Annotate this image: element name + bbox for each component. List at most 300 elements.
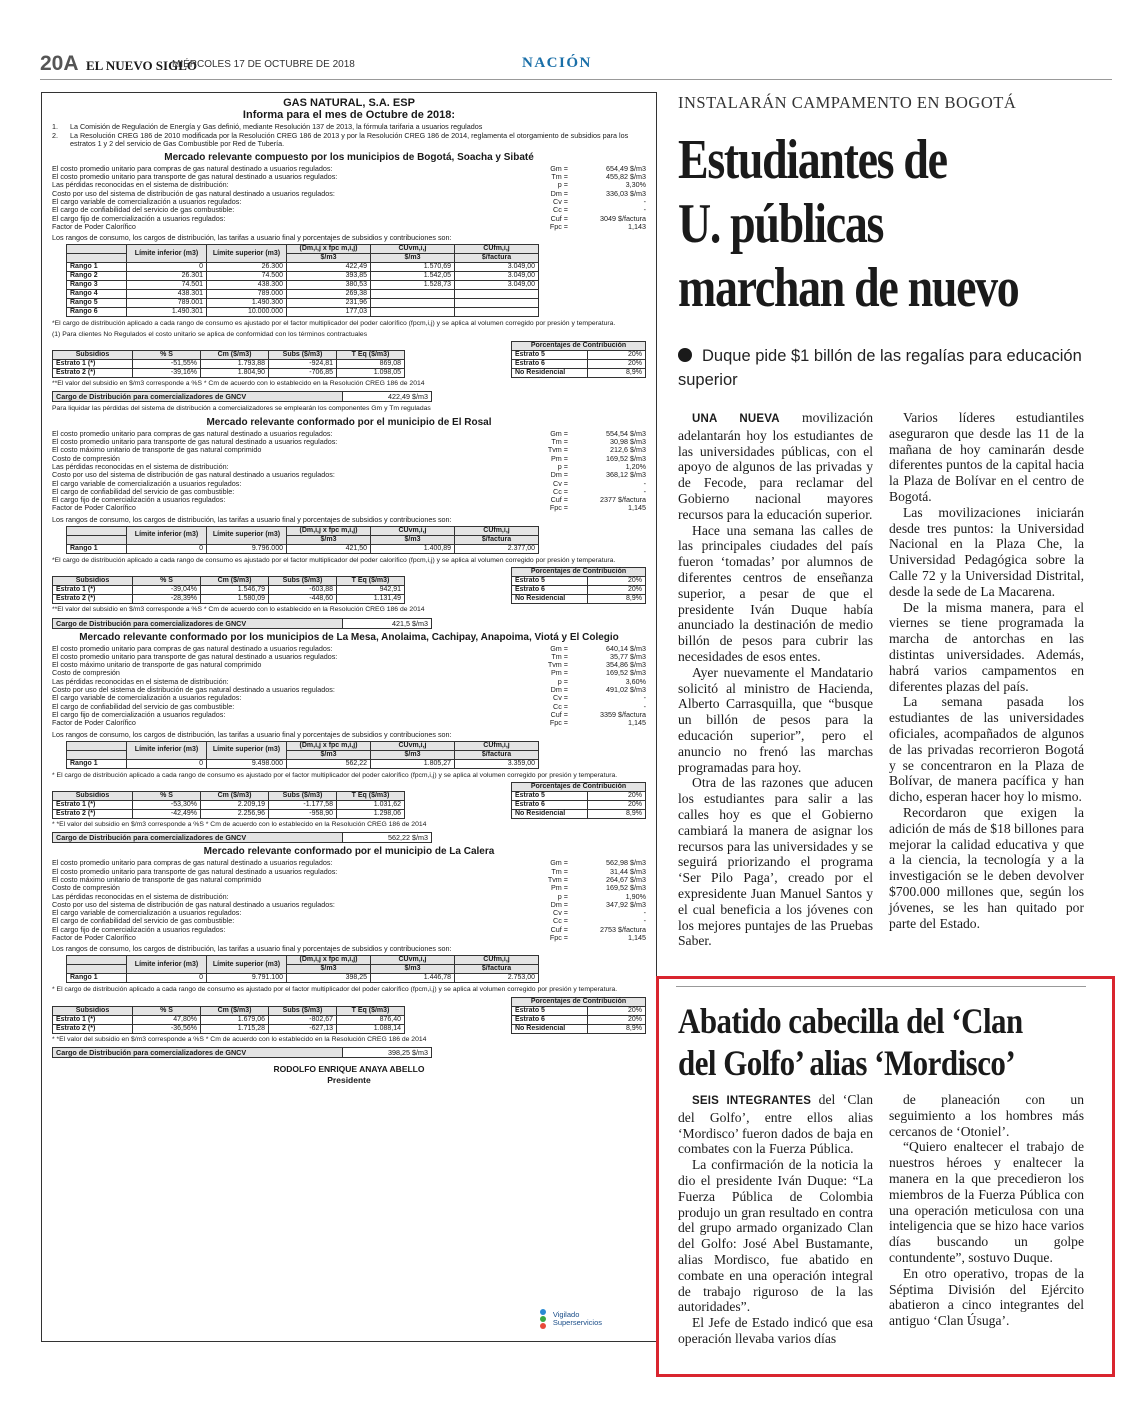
subsidy-cell: Estrato 2 (*)	[53, 809, 133, 818]
article2-column-2	[889, 1092, 1084, 1347]
range-cell: 1.542,05	[371, 272, 455, 281]
signer-role: Presidente	[327, 1075, 371, 1086]
subsidy-header-cell: T Eq ($/m3)	[337, 1006, 405, 1015]
subsidy-cell: 1.131,49	[337, 595, 405, 604]
parameter-symbol: Cuf =	[550, 213, 568, 223]
range-cell: 438.301	[127, 290, 207, 299]
parameter-value: 562,98 $/m3	[606, 858, 646, 868]
ranges-table	[66, 526, 539, 554]
parameter-symbol: Cv =	[553, 478, 568, 488]
parameter-label: Factor de Poder Calorífico	[52, 718, 136, 728]
parameter-symbol: Tm =	[551, 651, 568, 661]
publication-name: EL NUEVO SIGLO	[86, 58, 197, 73]
parameter-symbol: p =	[557, 461, 568, 471]
article1-summary	[678, 344, 1088, 392]
contribution-row	[512, 791, 646, 800]
vigilado-label: Vigilado	[552, 1309, 580, 1319]
parameter-label: Factor de Poder Calorífico	[52, 933, 136, 943]
subsidy-cell: Estrato 2 (*)	[53, 1024, 133, 1033]
gncv-charge-label: Cargo de Distribución para comercializadores de GNCV	[53, 1048, 343, 1057]
subsidy-cell: 1.031,62	[337, 800, 405, 809]
summary-text: Duque pide $1 billón de las regalías para educación superior	[678, 347, 1082, 389]
range-cell	[371, 299, 455, 308]
subsidies-table	[52, 350, 405, 378]
parameter-symbol: Tvm =	[547, 660, 568, 670]
headline-line: Abatido cabecilla del ‘Clan	[678, 1001, 1023, 1041]
range-header-cell: CUfm,i,j	[455, 245, 539, 254]
parameter-symbol: Pm =	[551, 453, 568, 463]
subsidy-cell: -924,81	[269, 359, 337, 368]
article-paragraph: En otro operativo, tropas de la Séptima División del Ejército abatieron a cinco integrantes del antiguo ‘Clan Úsuga’.	[889, 1265, 1084, 1329]
parameter-symbol: Cv =	[553, 693, 568, 703]
contribution-label: Estrato 5	[512, 350, 588, 359]
range-cell: 562,22	[287, 759, 371, 768]
parameter-symbol: Tm =	[551, 172, 568, 182]
contribution-value: 20%	[588, 800, 646, 809]
parameter-symbol: Fpc =	[549, 221, 568, 231]
range-header-cell: CUvm,i,j	[371, 741, 455, 750]
subsidies-row	[52, 567, 646, 604]
gncv-charge-value: 398,25 $/m3	[388, 1048, 428, 1058]
range-unit-cell: $/m3	[371, 965, 455, 974]
contribution-label: Estrato 6	[512, 800, 588, 809]
contribution-value: 20%	[588, 1006, 646, 1015]
article-paragraph: La confirmación de la noticia la dio el presidente Iván Duque: “La Fuerza Pública de Colombia produjo un gran resultado en contra del grupo armado organizado Clan del Golfo: José Abel Bustamante, alias Mordisco, fue abatido en combate en una operación integral de trabajo riguroso de la las autoridades”.	[678, 1157, 873, 1315]
range-cell: 2.753,00	[455, 974, 539, 983]
range-cell: Rango 1	[67, 759, 127, 768]
range-header-cell: Límite superior (m3)	[207, 741, 287, 759]
parameter-label: El costo promedio unitario para compras de gas natural destinado a usuarios regulados:	[52, 163, 333, 173]
parameter-value: 264,67 $/m3	[606, 874, 646, 884]
article-paragraph: Varios líderes estudiantiles aseguraron que desde las 11 de la mañana de hoy caminarán desde diferentes puntos de la capital hacia la Plaza de Bolívar en el centro de Bogotá.	[889, 410, 1084, 504]
range-cell: 421,50	[287, 544, 371, 553]
ranges-table	[66, 741, 539, 769]
vigilado-superservicios-logo	[537, 1309, 602, 1329]
parameter-label: El costo máximo unitario de transporte de gas natural comprimido	[52, 445, 262, 455]
article-lead: UNA NUEVA	[692, 413, 780, 425]
subsidy-cell: Estrato 2 (*)	[53, 595, 133, 604]
parameter-value: 35,77 $/m3	[610, 651, 646, 661]
contribution-row	[512, 577, 646, 586]
empty-header-cell	[67, 750, 127, 759]
range-cell: 438.300	[207, 281, 287, 290]
market-title: Mercado relevante conformado por el municipio de La Calera	[203, 846, 495, 858]
parameter-label: Las pérdidas reconocidas en el sistema de distribución:	[52, 180, 229, 190]
contribution-value: 8,9%	[588, 809, 646, 818]
parameter-symbol: Tvm =	[547, 445, 568, 455]
subsidy-header-cell: Subs ($/m3)	[269, 350, 337, 359]
ranges-intro: Los rangos de consumo, los cargos de distribución, las tarifas a usuario final y porcentajes de subsidios y contribuciones son:	[52, 944, 452, 954]
parameter-symbol: Gm =	[550, 428, 568, 438]
article1-column-2	[889, 410, 1084, 949]
range-cell: 1.446,78	[371, 974, 455, 983]
subsidy-row	[53, 368, 405, 377]
ranges-table	[66, 244, 539, 317]
parameter-value: 354,86 $/m3	[606, 660, 646, 670]
parameter-label: El cargo fijo de comercialización a usuarios regulados:	[52, 213, 226, 223]
range-cell: 74.500	[207, 272, 287, 281]
parameter-label: El cargo fijo de comercialización a usuarios regulados:	[52, 924, 226, 934]
article-lead: SEIS INTEGRANTES	[692, 1095, 812, 1107]
range-cell: 380,53	[287, 281, 371, 290]
range-row	[67, 759, 539, 768]
parameter-label: El cargo de confiabilidad del servicio de gas combustible:	[52, 486, 235, 496]
bullet-icon	[678, 348, 692, 362]
ranges-intro: Los rangos de consumo, los cargos de distribución, las tarifas a usuario final y porcentajes de subsidios y contribuciones son:	[52, 729, 452, 739]
parameter-value: 169,52 $/m3	[606, 883, 646, 893]
parameter-symbol: Cuf =	[550, 495, 568, 505]
subsidy-cell: 1.580,09	[201, 595, 269, 604]
parameter-value: -	[643, 701, 646, 711]
signer-name: RODOLFO ENRIQUE ANAYA ABELLO	[273, 1064, 425, 1075]
range-cell: 1.490.301	[127, 308, 207, 317]
contribution-value: 8,9%	[588, 595, 646, 604]
range-cell: 1.528,73	[371, 281, 455, 290]
parameter-symbol: Cc =	[553, 205, 568, 215]
notice-subtitle: Informa para el mes de Octubre de 2018:	[242, 109, 456, 121]
article-paragraph: Recordaron que exigen la adición de más de $18 billones para mejorar la calidad educativa y que a la ciencia, la tecnología y a la investigación se le deben devolver $700.000 millones que, según los jóvenes, se les han quitado por parte del Estado.	[889, 804, 1084, 931]
item-number: 2.	[52, 130, 58, 140]
range-row	[67, 281, 539, 290]
article-paragraph: El Jefe de Estado indicó que esa operación llevaba varios días	[678, 1315, 873, 1346]
parameter-symbol: Dm =	[550, 470, 568, 480]
subsidy-header-cell: % S	[133, 791, 201, 800]
range-header-cell: CUfm,i,j	[455, 956, 539, 965]
parameter-label: El cargo de confiabilidad del servicio de gas combustible:	[52, 916, 235, 926]
notice-item	[52, 132, 646, 149]
parameter-row	[52, 223, 646, 231]
range-header-cell: Límite inferior (m3)	[127, 956, 207, 974]
parameter-value: 554,54 $/m3	[606, 428, 646, 438]
contribution-row	[512, 368, 646, 377]
range-cell: 9.796.000	[207, 544, 287, 553]
range-cell: Rango 4	[67, 290, 127, 299]
empty-header-cell	[67, 741, 127, 750]
parameter-symbol: Pm =	[551, 883, 568, 893]
ranges-intro: Los rangos de consumo, los cargos de distribución, las tarifas a usuario final y porcentajes de subsidios y contribuciones son:	[52, 514, 452, 524]
range-row	[67, 299, 539, 308]
range-cell: Rango 1	[67, 544, 127, 553]
contribution-row	[512, 1015, 646, 1024]
contribution-label: Estrato 5	[512, 1006, 588, 1015]
parameter-symbol: Dm =	[550, 188, 568, 198]
subsidy-header-cell: % S	[133, 350, 201, 359]
parameter-label: Las pérdidas reconocidas en el sistema de distribución:	[52, 891, 229, 901]
headline-line: del Golfo’ alias ‘Mordisco’	[678, 1043, 1016, 1083]
range-cell: 1.805,27	[371, 759, 455, 768]
parameter-value: -	[643, 908, 646, 918]
paragraph-text: del ‘Clan del Golfo’, entre ellos alias ‘Mordisco’ fueron dados de baja en combates con la Fuerza Pública.	[678, 1092, 874, 1157]
range-cell: Rango 1	[67, 263, 127, 272]
range-cell: 0	[127, 544, 207, 553]
subsidy-cell: -627,13	[269, 1024, 337, 1033]
parameter-value: -	[643, 486, 646, 496]
range-cell: 74.501	[127, 281, 207, 290]
parameter-value: 169,52 $/m3	[606, 453, 646, 463]
range-cell: Rango 6	[67, 308, 127, 317]
parameter-value: 1,143	[628, 221, 646, 231]
range-header-cell: (Dm,i,j x fpc m,i,j)	[287, 245, 371, 254]
parameter-value: -	[643, 196, 646, 206]
subsidy-note: * *El valor del subsidio en $/m3 corresponde a %S * Cm de acuerdo con lo establecido en la Resolución CREG 186 de 2014	[52, 820, 427, 828]
parameter-value: 212,6 $/m3	[610, 445, 646, 455]
parameter-value: 3049 $/factura	[600, 213, 646, 223]
subsidy-cell: 1.546,79	[201, 586, 269, 595]
contribution-row	[512, 359, 646, 368]
subsidy-cell: 942,91	[337, 586, 405, 595]
contribution-value: 20%	[588, 586, 646, 595]
subsidy-cell: -39,16%	[133, 368, 201, 377]
parameter-label: El costo promedio unitario para transporte de gas natural destinado a usuarios regulados:	[52, 172, 338, 182]
parameter-label: Las pérdidas reconocidas en el sistema de distribución:	[52, 461, 229, 471]
subsidy-cell: Estrato 1 (*)	[53, 1015, 133, 1024]
range-cell: 1.490.300	[207, 299, 287, 308]
market-parameters	[52, 165, 646, 231]
parameter-value: -	[643, 205, 646, 215]
gncv-charge-value: 422,49 $/m3	[388, 392, 428, 402]
parameter-value: 336,03 $/m3	[606, 188, 646, 198]
gncv-charge	[52, 618, 432, 629]
article2-headline	[678, 1000, 1039, 1084]
range-cell: Rango 1	[67, 974, 127, 983]
article-paragraph	[678, 1092, 873, 1157]
article-paragraph: Hace una semana las calles de las principales ciudades del país fueron ‘tomadas’ por alumnos de diferentes centros de enseñanza superior, a pesar de que el presidente Iván Duque había anunciado la destinación de medio billón de pesos para cubrir las necesidades de esos entes.	[678, 522, 873, 664]
range-unit-cell: $/m3	[371, 750, 455, 759]
contribution-header: Porcentajes de Contribución	[512, 782, 646, 791]
article-paragraph: De la misma manera, para el viernes se tiene programada la marcha de antorchas en las distintas universidades. Además, habrá varios campamentos en diferentes plazas del país.	[889, 599, 1084, 694]
parameter-label: Costo por uso del sistema de distribución de gas natural destinado a usuarios regulados:	[52, 470, 335, 480]
range-cell: 398,25	[287, 974, 371, 983]
contribution-row	[512, 800, 646, 809]
contribution-label: No Residencial	[512, 368, 588, 377]
subsidy-cell: -603,88	[269, 586, 337, 595]
subsidy-cell: 2.209,19	[201, 800, 269, 809]
empty-header-cell	[67, 245, 127, 254]
range-unit-cell: $/m3	[371, 535, 455, 544]
contract-note: (1) Para clientes No Regulados el costo unitario se aplica de conformidad con los términos contractuales	[52, 330, 368, 338]
notice-company: GAS NATURAL, S.A. ESP	[283, 97, 415, 109]
subsidy-header-cell: % S	[133, 1006, 201, 1015]
parameter-label: El cargo de confiabilidad del servicio de gas combustible:	[52, 205, 235, 215]
parameter-label: Costo por uso del sistema de distribución de gas natural destinado a usuarios regulados:	[52, 188, 335, 198]
parameter-symbol: Gm =	[550, 858, 568, 868]
parameter-label: Costo por uso del sistema de distribución de gas natural destinado a usuarios regulados:	[52, 899, 335, 909]
article-paragraph: Ayer nuevamente el Mandatario solicitó al ministro de Hacienda, Alberto Carrasquilla, que “busque un billón de pesos para la educación superior”, pero el anuncio no frenó las marchas programadas para hoy.	[678, 664, 873, 775]
range-cell: 231,96	[287, 299, 371, 308]
range-cell: 2.377,00	[455, 544, 539, 553]
range-header-cell: CUfm,i,j	[455, 526, 539, 535]
range-unit-cell: $/m3	[371, 254, 455, 263]
parameter-row	[52, 719, 646, 727]
subsidy-cell: -53,30%	[133, 800, 201, 809]
range-cell: 9.498.000	[207, 759, 287, 768]
range-row	[67, 308, 539, 317]
contribution-value: 8,9%	[588, 368, 646, 377]
losses-note: Para liquidar las pérdidas del sistema de distribución a comercializadores se emplearán los componentes Gm y Tm reguladas	[52, 405, 431, 413]
empty-header-cell	[67, 254, 127, 263]
parameter-label: El costo promedio unitario para compras de gas natural destinado a usuarios regulados:	[52, 858, 333, 868]
parameter-value: 1,90%	[625, 891, 646, 901]
subsidy-header-cell: Subs ($/m3)	[269, 791, 337, 800]
headline-line: U. públicas	[678, 193, 884, 255]
subsidy-cell: 47,80%	[133, 1015, 201, 1024]
range-header-cell: CUvm,i,j	[371, 956, 455, 965]
contributions-table	[511, 341, 646, 378]
subsidy-header-cell: T Eq ($/m3)	[337, 350, 405, 359]
range-cell: 3.049,00	[455, 263, 539, 272]
subsidy-cell: 1.298,06	[337, 809, 405, 818]
range-cell	[455, 290, 539, 299]
parameter-label: El cargo variable de comercialización a usuarios regulados:	[52, 478, 242, 488]
distribution-note: *El cargo de distribución aplicado a cada rango de consumo es ajustado por el factor multiplicador del poder calorífico (fpcm,i,j) y se aplica al volumen corregido por presión y temperatura.	[52, 320, 616, 328]
subsidy-row	[53, 1024, 405, 1033]
subsidy-cell: -28,39%	[133, 595, 201, 604]
contribution-row	[512, 350, 646, 359]
range-cell	[371, 308, 455, 317]
parameter-value: 31,44 $/m3	[610, 866, 646, 876]
subsidy-row	[53, 800, 405, 809]
gncv-charge-label: Cargo de Distribución para comercializadores de GNCV	[53, 833, 343, 842]
parameter-symbol: Cuf =	[550, 709, 568, 719]
range-cell: 393,85	[287, 272, 371, 281]
subsidy-cell: -39,04%	[133, 586, 201, 595]
item-text: La Resolución CREG 186 de 2010 modificada por la Resolución CREG 186 de 2013 y por la Resolución CREG 186 de 2014, reglamenta el otorgamiento de subsidios para los estratos 1 y 2 del servicio de Gas Combustible por Red de Tubería.	[70, 130, 629, 149]
parameter-symbol: Tm =	[551, 437, 568, 447]
paragraph-text: movilización adelantarán hoy los estudiantes de las universidades públicas, con el apoyo de algunos de las privadas y de Fecode, para reclamar del Gobierno nacional mayores recursos para la educación superior.	[678, 410, 874, 522]
parameter-value: 169,52 $/m3	[606, 668, 646, 678]
contribution-label: Estrato 6	[512, 1015, 588, 1024]
range-header-cell: CUvm,i,j	[371, 526, 455, 535]
subsidy-cell: -958,90	[269, 809, 337, 818]
subsidy-cell: 1.793,88	[201, 359, 269, 368]
subsidy-cell: -706,85	[269, 368, 337, 377]
range-header-cell: Límite superior (m3)	[207, 526, 287, 544]
range-header-cell: (Dm,i,j x fpc m,i,j)	[287, 956, 371, 965]
subsidy-cell: Estrato 1 (*)	[53, 800, 133, 809]
notice-items	[52, 123, 646, 149]
range-cell: 1.400,89	[371, 544, 455, 553]
article1-body	[678, 410, 1084, 949]
parameter-symbol: Cv =	[553, 908, 568, 918]
parameter-value: 3359 $/factura	[600, 709, 646, 719]
range-cell: 3.359,00	[455, 759, 539, 768]
parameter-value: 347,92 $/m3	[606, 899, 646, 909]
contribution-label: Estrato 5	[512, 577, 588, 586]
parameter-label: El cargo variable de comercialización a usuarios regulados:	[52, 908, 242, 918]
parameter-symbol: Dm =	[550, 685, 568, 695]
signature-block	[52, 1064, 646, 1086]
article-paragraph: La semana pasada los estudiantes de las universidades oficiales, acompañados de algunos de las privadas recorrieron Bogotá y se concentraron en la Plaza de Bolívar, de manera pacífica y han dicho, esperan hacer hoy lo mismo.	[889, 694, 1084, 805]
market-section	[52, 417, 646, 629]
subsidy-header-cell: Subs ($/m3)	[269, 577, 337, 586]
article2-column-1	[678, 1092, 873, 1347]
subsidy-row	[53, 586, 405, 595]
gncv-charge-label: Cargo de Distribución para comercializadores de GNCV	[53, 392, 343, 401]
range-unit-cell: $/factura	[455, 965, 539, 974]
parameter-label: El costo promedio unitario para transporte de gas natural destinado a usuarios regulados:	[52, 651, 338, 661]
contribution-header: Porcentajes de Contribución	[512, 568, 646, 577]
subsidy-header-cell: Cm ($/m3)	[201, 791, 269, 800]
subsidy-note: **El valor del subsidio en $/m3 corresponde a %S * Cm de acuerdo con lo establecido en la Resolución CREG 186 de 2014	[52, 379, 425, 387]
parameter-label: Costo de compresión	[52, 883, 120, 893]
subsidy-cell: 1.715,28	[201, 1024, 269, 1033]
section-name: NACIÓN	[522, 55, 592, 71]
parameter-value: -	[643, 693, 646, 703]
subsidy-header-cell: Cm ($/m3)	[201, 1006, 269, 1015]
divider	[676, 986, 1086, 987]
gas-tariff-notice	[41, 92, 657, 1342]
range-header-cell: (Dm,i,j x fpc m,i,j)	[287, 526, 371, 535]
parameter-symbol: p =	[557, 180, 568, 190]
item-number: 1.	[52, 122, 58, 131]
market-parameters	[52, 430, 646, 513]
range-unit-cell: $/m3	[287, 965, 371, 974]
subsidy-header-cell: Subsidios	[53, 791, 133, 800]
subsidy-note: * *El valor del subsidio en $/m3 corresponde a %S * Cm de acuerdo con lo establecido en la Resolución CREG 186 de 2014	[52, 1035, 427, 1043]
subsidy-cell: 2.256,96	[201, 809, 269, 818]
gncv-charge	[52, 391, 432, 402]
article-paragraph	[678, 410, 873, 523]
range-cell: 177,03	[287, 308, 371, 317]
distribution-note: * El cargo de distribución aplicado a cada rango de consumo es ajustado por el factor multiplicador del poder calorífico (fpcm,i,j) y se aplica al volumen corregido por presión y temperatura.	[52, 986, 618, 994]
parameter-label: El cargo fijo de comercialización a usuarios regulados:	[52, 495, 226, 505]
range-header-cell: CUvm,i,j	[371, 245, 455, 254]
subsidy-cell: -51,55%	[133, 359, 201, 368]
parameter-symbol: Fpc =	[549, 503, 568, 513]
parameter-symbol: Gm =	[550, 643, 568, 653]
contribution-label: Estrato 6	[512, 359, 588, 368]
subsidy-header-cell: T Eq ($/m3)	[337, 791, 405, 800]
range-row	[67, 974, 539, 983]
superservicios-label: Superservicios	[552, 1318, 602, 1327]
parameter-label: Costo de compresión	[52, 668, 120, 678]
subsidy-cell: Estrato 2 (*)	[53, 368, 133, 377]
contribution-label: Estrato 5	[512, 791, 588, 800]
parameter-symbol: Tvm =	[547, 874, 568, 884]
parameter-value: 654,49 $/m3	[606, 163, 646, 173]
subsidy-header-cell: Subsidios	[53, 350, 133, 359]
article-paragraph: Las movilizaciones iniciarán desde tres puntos: la Universidad Nacional en la Plaza Che, la Universidad Pedagógica sobre la Calle 72 y la Universidad Distrital, desde la sede de La Macarena.	[889, 504, 1084, 599]
subsidy-cell: -448,60	[269, 595, 337, 604]
range-unit-cell: $/factura	[455, 254, 539, 263]
range-row	[67, 272, 539, 281]
range-cell: 789.001	[127, 299, 207, 308]
subsidies-table	[52, 791, 405, 819]
distribution-note: *El cargo de distribución aplicado a cada rango de consumo es ajustado por el factor multiplicador del poder calorífico (fpcm,i,j) y se aplica al volumen corregido por presión y temperatura.	[52, 556, 616, 564]
subsidy-header-cell: Cm ($/m3)	[201, 577, 269, 586]
subsidies-row	[52, 782, 646, 819]
empty-header-cell	[67, 965, 127, 974]
subsidy-header-cell: Subsidios	[53, 1006, 133, 1015]
range-cell: Rango 2	[67, 272, 127, 281]
range-cell: 3.049,00	[455, 281, 539, 290]
subsidy-cell: 1.088,14	[337, 1024, 405, 1033]
parameter-label: Factor de Poder Calorífico	[52, 503, 136, 513]
range-unit-cell: $/factura	[455, 535, 539, 544]
market-parameters	[52, 859, 646, 942]
range-unit-cell: $/factura	[455, 750, 539, 759]
contribution-header: Porcentajes de Contribución	[512, 341, 646, 350]
subsidy-header-cell: % S	[133, 577, 201, 586]
parameter-label: El cargo variable de comercialización a usuarios regulados:	[52, 196, 242, 206]
subsidy-header-cell: Subsidios	[53, 577, 133, 586]
parameter-value: 3,60%	[625, 676, 646, 686]
issue-date: MIÉRCOLES 17 DE OCTUBRE DE 2018	[172, 59, 355, 70]
contributions-table	[511, 567, 646, 604]
article1-kicker: INSTALARÁN CAMPAMENTO EN BOGOTÁ	[678, 93, 1017, 112]
article-paragraph: “Quiero enaltecer el trabajo de nuestros héroes y enaltecer la manera en la que precedieron los miembros de la Fuerza Pública con una operación meticulosa con una inteligencia que se hizo hace varios días buscando un golpe contundente”, sostuvo Duque.	[889, 1139, 1084, 1265]
parameter-symbol: Cc =	[553, 486, 568, 496]
